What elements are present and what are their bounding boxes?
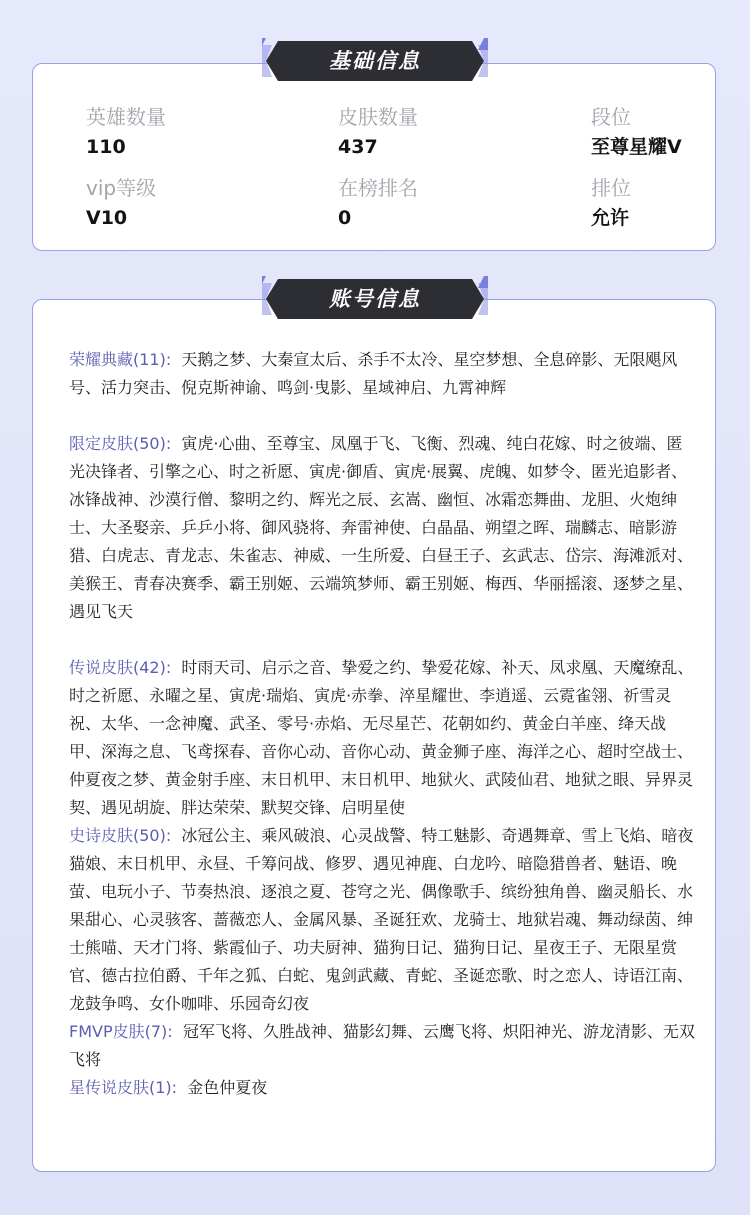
category-label: 史诗皮肤(50): (69, 826, 172, 845)
account-info-banner (262, 276, 488, 322)
vip-value: V10 (86, 207, 128, 229)
account-info-title: 账号信息 (329, 287, 421, 311)
category-label: FMVP皮肤(7): (69, 1022, 173, 1041)
category-items: 时雨天司、启示之音、挚爱之约、挚爱花嫁、补天、凤求凰、天魔缭乱、时之祈愿、永曜之星、寅虎·瑞焰、寅虎·赤拳、淬星耀世、李逍遥、云霓雀翎、祈雪灵祝、太华、一念神魔、武圣、零号·赤焰、无尽星芒、花朝如约、黄金白羊座、绛天战甲、深海之息、飞鸢探春、音你心动、音你心动、黄金狮子座、海洋之心、超时空战士、仲夏夜之梦、黄金射手座、末日机甲、末日机甲、地狱火、武陵仙君、地狱之眼、异界灵契、遇见胡旋、胖达荣荣、默契交锋、启明星使 (69, 658, 694, 817)
rank-value: 至尊星耀V (591, 136, 682, 158)
skin-category-fmvp (69, 1018, 695, 1074)
hero-count-value: 110 (86, 136, 126, 158)
category-items: 金色仲夏夜 (187, 1078, 268, 1097)
hero-count-stat (86, 104, 166, 160)
ranked-label: 排位 (591, 176, 631, 200)
category-label: 限定皮肤(50): (69, 434, 172, 453)
skin-category-limited (69, 430, 695, 626)
vip-stat (86, 175, 156, 231)
category-label: 传说皮肤(42): (69, 658, 172, 677)
ranked-stat (591, 175, 631, 231)
skin-category-glory (69, 346, 695, 402)
basic-info-title: 基础信息 (329, 49, 421, 73)
category-items: 寅虎·心曲、至尊宝、凤凰于飞、飞衡、烈魂、纯白花嫁、时之彼端、匿光决锋者、引擎之心、时之祈愿、寅虎·御盾、寅虎·展翼、虎魄、如梦令、匿光追影者、冰锋战神、沙漠行僧、黎明之约、辉光之辰、玄嵩、幽恒、冰霜恋舞曲、龙胆、火炮绅士、大圣娶亲、乒乒小将、御风骁将、奔雷神使、白晶晶、朔望之晖、瑞麟志、暗影游猎、白虎志、青龙志、朱雀志、神威、一生所爱、白昼王子、玄武志、岱宗、海滩派对、美猴王、青春决赛季、霸王别姬、云端筑梦师、霸王别姬、梅西、华丽摇滚、逐梦之星、遇见飞天 (69, 434, 694, 621)
leaderboard-value: 0 (338, 207, 352, 229)
category-items: 冠军飞将、久胜战神、猫影幻舞、云鹰飞将、炽阳神光、游龙清影、无双飞将 (69, 1022, 695, 1069)
skin-list (69, 346, 695, 1102)
leaderboard-label: 在榜排名 (338, 176, 418, 200)
category-label: 荣耀典藏(11): (69, 350, 172, 369)
basic-info-banner (262, 38, 488, 84)
category-items: 冰冠公主、乘风破浪、心灵战警、特工魅影、奇遇舞章、雪上飞焰、暗夜猫娘、末日机甲、永昼、千筹问战、修罗、遇见神鹿、白龙吟、暗隐猎兽者、魅语、晚萤、电玩小子、节奏热浪、逐浪之夏、苍穹之光、偶像歌手、缤纷独角兽、幽灵船长、水果甜心、心灵骇客、蔷薇恋人、金属风暴、圣诞狂欢、龙骑士、地狱岩魂、舞动绿茵、绅士熊喵、天才门将、紫霞仙子、功夫厨神、猫狗日记、猫狗日记、星夜王子、无限星赏官、德古拉伯爵、千年之狐、白蛇、鬼剑武藏、青蛇、圣诞恋歌、时之恋人、诗语江南、龙鼓争鸣、女仆咖啡、乐园奇幻夜 (69, 826, 694, 1013)
skin-count-value: 437 (338, 136, 378, 158)
category-label: 星传说皮肤(1): (69, 1078, 178, 1097)
ranked-value: 允许 (591, 207, 630, 229)
leaderboard-stat (338, 175, 418, 231)
hero-count-label: 英雄数量 (86, 105, 166, 129)
skin-count-stat (338, 104, 418, 160)
rank-label: 段位 (591, 105, 631, 129)
account-info-card (32, 299, 716, 1172)
skin-category-legend (69, 654, 695, 822)
skin-category-epic (69, 822, 695, 1018)
skin-category-star-legend (69, 1074, 695, 1102)
rank-stat (591, 104, 682, 160)
vip-label: vip等级 (86, 176, 157, 200)
basic-info-card (32, 63, 716, 251)
skin-count-label: 皮肤数量 (338, 105, 418, 129)
category-items: 天鹅之梦、大秦宣太后、杀手不太冷、星空梦想、全息碎影、无限飓风号、活力突击、倪克斯神谕、鸣剑·曳影、星域神启、九霄神辉 (69, 350, 678, 397)
